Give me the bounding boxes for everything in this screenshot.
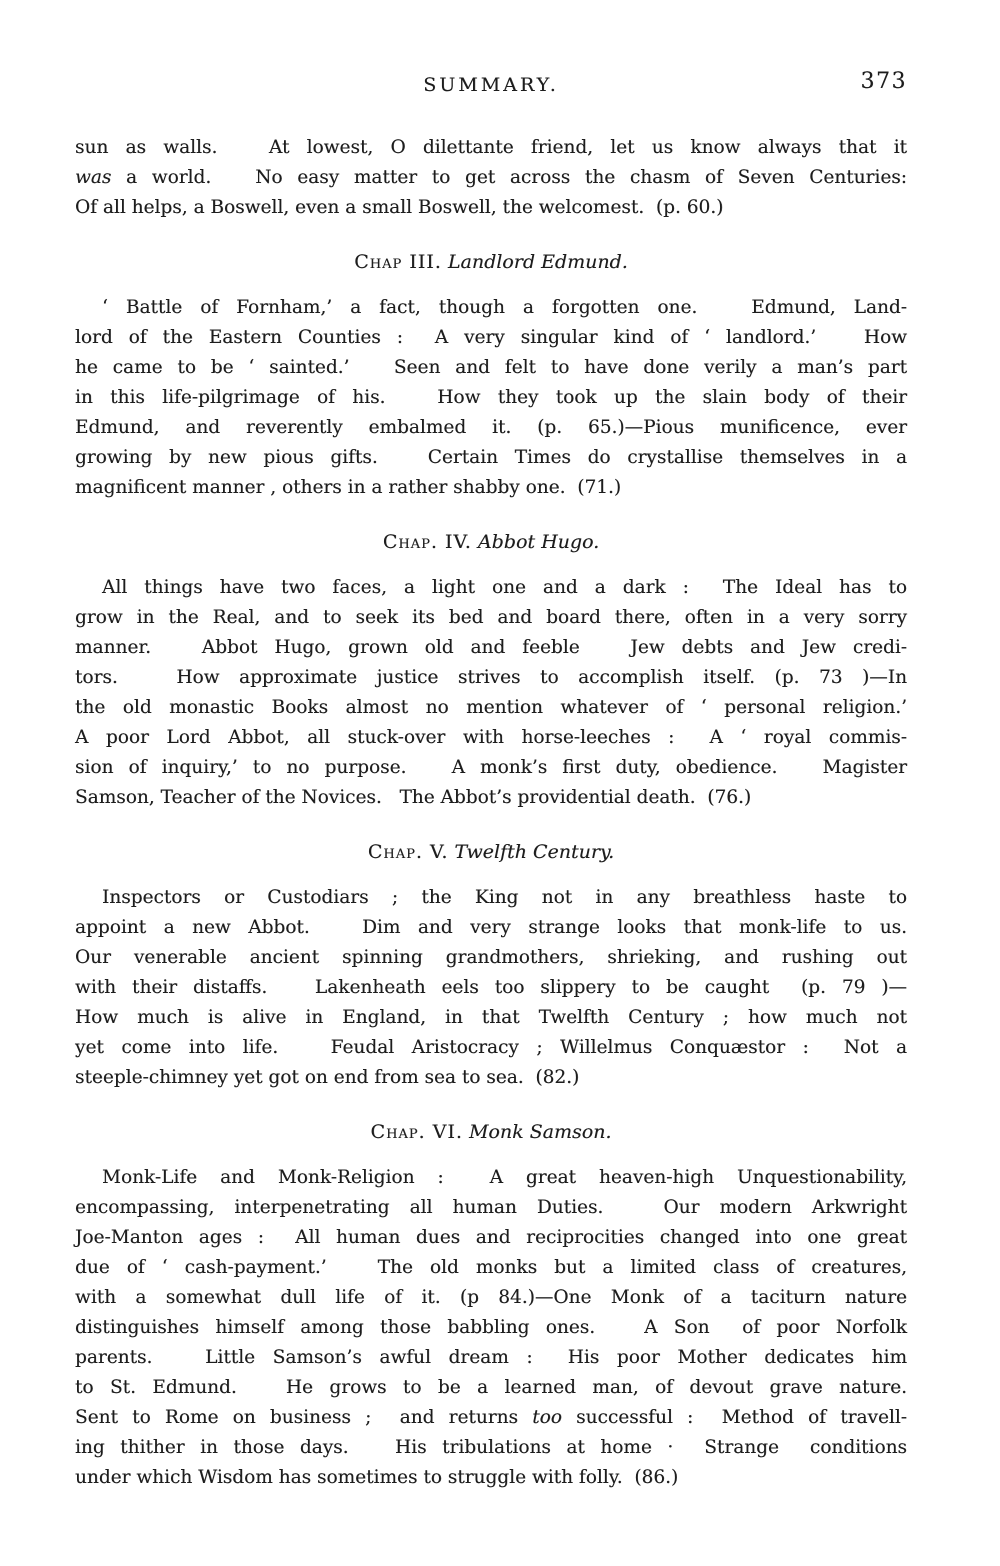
text-line: was a world. No easy matter to get across the chasm of Seven Centuries:: [75, 167, 907, 188]
page-content: [75, 133, 907, 1493]
paragraph: [75, 1163, 907, 1493]
text-line: he came to be ‘ sainted.’ Seen and felt to have done verily a man’s part: [75, 357, 907, 378]
chapter-heading: [75, 247, 907, 277]
text-line: to St. Edmund. He grows to be a learned man, of devout grave nature.: [75, 1377, 907, 1398]
text-line: ing thither in those days. His tribulations at home · Strange conditions: [75, 1437, 907, 1458]
text-line: grow in the Real, and to seek its bed and board there, often in a very sorry: [75, 607, 907, 628]
text-line: appoint a new Abbot. Dim and very strange looks that monk-life to us.: [75, 917, 907, 938]
italic-text: was: [75, 167, 112, 188]
text-line: Of all helps, a Boswell, even a small Boswell, the welcomest. (p. 60.): [75, 197, 724, 218]
text-line: Monk-Life and Monk-Religion : A great heaven-high Unquestionability,: [102, 1167, 907, 1188]
text-line: encompassing, interpenetrating all human Duties. Our modern Arkwright: [75, 1197, 907, 1218]
chapter-heading: [75, 527, 907, 557]
paragraph: [75, 133, 907, 223]
text-line: Our venerable ancient spinning grandmothers, shrieking, and rushing out: [75, 947, 907, 968]
paragraph: [75, 293, 907, 503]
text-line: lord of the Eastern Counties : A very singular kind of ‘ landlord.’ How: [75, 327, 907, 348]
text-line: yet come into life. Feudal Aristocracy ; Willelmus Conquæstor : Not a: [75, 1037, 907, 1058]
text-line: parents. Little Samson’s awful dream : His poor Mother dedicates him: [75, 1347, 907, 1368]
text-line: How much is alive in England, in that Twelfth Century ; how much not: [75, 1007, 907, 1028]
chapter-title: Abbot Hugo.: [477, 531, 600, 553]
text-line: under which Wisdom has sometimes to struggle with folly. (86.): [75, 1467, 679, 1488]
chapter-label: Chap. IV.: [382, 531, 472, 553]
text-line: with their distaffs. Lakenheath eels too slippery to be caught (p. 79 )—: [75, 977, 907, 998]
text-line: magnificent manner , others in a rather shabby one. (71.): [75, 477, 622, 498]
running-title: SUMMARY.: [423, 74, 559, 96]
chapter-title: Twelfth Century.: [454, 841, 615, 863]
chapter-label: Chap. VI.: [370, 1121, 463, 1143]
text-line: Samson, Teacher of the Novices. The Abbot’s providential death. (76.): [75, 787, 752, 808]
text-line: Joe-Manton ages : All human dues and reciprocities changed into one great: [75, 1227, 907, 1248]
chapter-heading: [75, 1117, 907, 1147]
text-line: the old monastic Books almost no mention whatever of ‘ personal religion.’: [75, 697, 907, 718]
italic-text: too: [532, 1407, 562, 1428]
text-line: Edmund, and reverently embalmed it. (p. 65.)—Pious munificence, ever: [75, 417, 907, 438]
text-line: with a somewhat dull life of it. (p 84.)—One Monk of a taciturn nature: [75, 1287, 907, 1308]
paragraph: [75, 573, 907, 813]
page-number: 373: [860, 69, 907, 94]
chapter-title: Monk Samson.: [468, 1121, 612, 1143]
text-line: sion of inquiry,’ to no purpose. A monk’s first duty, obedience. Magister: [75, 757, 907, 778]
text-line: growing by new pious gifts. Certain Times do crystallise themselves in a: [75, 447, 907, 468]
chapter-label: Chap III.: [354, 251, 442, 273]
text-line: manner. Abbot Hugo, grown old and feeble Jew debts and Jew credi-: [75, 637, 907, 658]
text-line: Inspectors or Custodiars ; the King not in any breathless haste to: [102, 887, 907, 908]
chapter-heading: [75, 837, 907, 867]
text-line: due of ‘ cash-payment.’ The old monks but a limited class of creatures,: [75, 1257, 907, 1278]
chapter-label: Chap. V.: [367, 841, 449, 863]
text-column: [75, 0, 907, 1493]
text-line: distinguishes himself among those babbling ones. A Son of poor Norfolk: [75, 1317, 907, 1338]
text-line: A poor Lord Abbot, all stuck-over with horse-leeches : A ‘ royal commis-: [75, 727, 907, 748]
text-line: All things have two faces, a light one and a dark : The Ideal has to: [102, 577, 907, 598]
text-line: sun as walls. At lowest, O dilettante friend, let us know always that it: [75, 137, 907, 158]
text-line: tors. How approximate justice strives to accomplish itself. (p. 73 )—In: [75, 667, 907, 688]
paragraph: [75, 883, 907, 1093]
text-line: ‘ Battle of Fornham,’ a fact, though a forgotten one. Edmund, Land-: [102, 297, 907, 318]
chapter-title: Landlord Edmund.: [447, 251, 628, 273]
text-line: in this life-pilgrimage of his. How they took up the slain body of their: [75, 387, 907, 408]
page-header: [75, 70, 907, 100]
text-line: steeple-chimney yet got on end from sea to sea. (82.): [75, 1067, 580, 1088]
text-line: Sent to Rome on business ; and returns too successful : Method of travell-: [75, 1407, 907, 1428]
